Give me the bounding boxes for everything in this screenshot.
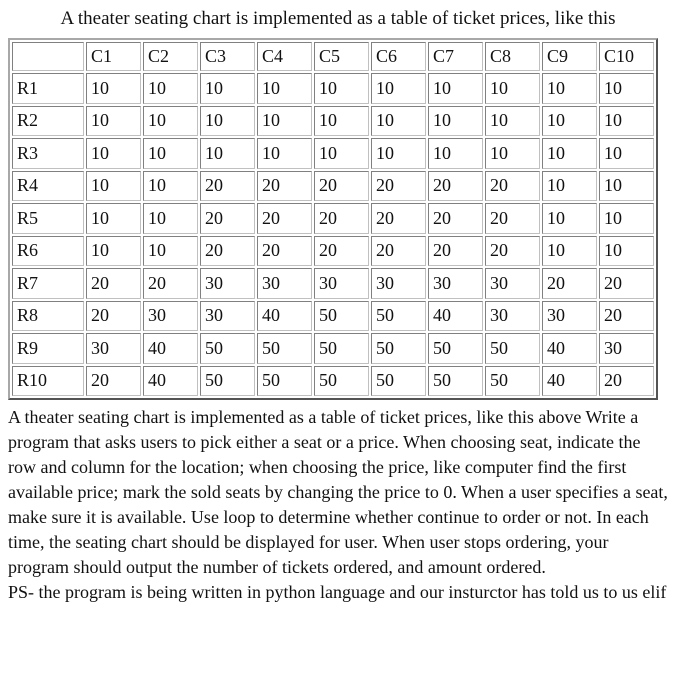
price-cell: 10 <box>371 106 426 137</box>
corner-cell <box>12 42 84 71</box>
row-label: R6 <box>12 236 84 267</box>
row-label: R2 <box>12 106 84 137</box>
price-cell: 20 <box>200 203 255 234</box>
row-label: R7 <box>12 268 84 299</box>
price-cell: 10 <box>599 236 654 267</box>
price-cell: 20 <box>542 268 597 299</box>
table-header-row <box>12 42 654 71</box>
price-cell: 20 <box>257 171 312 202</box>
row-label: R5 <box>12 203 84 234</box>
price-cell: 10 <box>371 138 426 169</box>
price-cell: 10 <box>371 73 426 104</box>
page-title: A theater seating chart is implemented as a table of ticket prices, like this <box>60 8 616 29</box>
price-cell: 10 <box>314 106 369 137</box>
price-cell: 20 <box>428 203 483 234</box>
price-cell: 10 <box>257 73 312 104</box>
price-cell: 50 <box>257 366 312 397</box>
price-cell: 50 <box>257 333 312 364</box>
price-cell: 10 <box>86 203 141 234</box>
price-cell: 20 <box>314 236 369 267</box>
table-row <box>12 171 654 202</box>
price-cell: 10 <box>257 106 312 137</box>
column-header: C8 <box>485 42 540 71</box>
price-cell: 10 <box>542 138 597 169</box>
price-cell: 10 <box>143 236 198 267</box>
price-cell: 10 <box>86 236 141 267</box>
price-cell: 10 <box>200 73 255 104</box>
price-cell: 10 <box>428 138 483 169</box>
price-cell: 10 <box>428 73 483 104</box>
price-cell: 10 <box>143 106 198 137</box>
price-cell: 10 <box>314 138 369 169</box>
price-cell: 30 <box>542 301 597 332</box>
price-cell: 10 <box>257 138 312 169</box>
price-cell: 40 <box>542 333 597 364</box>
price-cell: 10 <box>86 106 141 137</box>
price-cell: 10 <box>542 171 597 202</box>
description-paragraph: A theater seating chart is implemented as a table of ticket prices, like this above Write a program that asks users to pick either a seat or a price. When choosing seat, indicate the row and column for the location; when choosing the price, like computer find the first available price; mark the sold seats by changing the price to 0. When a user specifies a seat, make sure it is available. Use loop to determine whether continue to order or not. In each time, the seating chart should be displayed for user. When user stops ordering, your program should output the number of tickets ordered, and amount ordered. <box>8 407 668 577</box>
seating-chart-table <box>8 38 658 400</box>
table-row <box>12 301 654 332</box>
price-cell: 30 <box>200 301 255 332</box>
price-cell: 40 <box>143 366 198 397</box>
price-cell: 20 <box>200 236 255 267</box>
price-cell: 50 <box>314 301 369 332</box>
price-cell: 40 <box>143 333 198 364</box>
table-row <box>12 366 654 397</box>
price-cell: 20 <box>371 171 426 202</box>
price-cell: 20 <box>599 366 654 397</box>
price-cell: 50 <box>314 366 369 397</box>
price-cell: 10 <box>542 73 597 104</box>
row-label: R10 <box>12 366 84 397</box>
column-header: C9 <box>542 42 597 71</box>
price-cell: 10 <box>143 203 198 234</box>
column-header: C2 <box>143 42 198 71</box>
price-cell: 20 <box>485 171 540 202</box>
price-cell: 10 <box>143 138 198 169</box>
price-cell: 20 <box>485 236 540 267</box>
price-cell: 10 <box>86 138 141 169</box>
price-cell: 20 <box>371 203 426 234</box>
price-cell: 40 <box>257 301 312 332</box>
price-cell: 20 <box>485 203 540 234</box>
price-cell: 10 <box>599 171 654 202</box>
price-cell: 10 <box>200 138 255 169</box>
price-cell: 20 <box>257 236 312 267</box>
price-cell: 20 <box>86 366 141 397</box>
row-label: R1 <box>12 73 84 104</box>
price-cell: 10 <box>485 106 540 137</box>
price-cell: 20 <box>599 301 654 332</box>
note-paragraph: PS- the program is being written in python language and our insturctor has told us to us elif <box>8 582 667 602</box>
price-cell: 50 <box>371 301 426 332</box>
price-cell: 20 <box>86 268 141 299</box>
price-cell: 30 <box>599 333 654 364</box>
row-label: R3 <box>12 138 84 169</box>
price-cell: 30 <box>86 333 141 364</box>
column-header: C3 <box>200 42 255 71</box>
price-cell: 10 <box>542 203 597 234</box>
price-cell: 10 <box>200 106 255 137</box>
price-cell: 20 <box>143 268 198 299</box>
price-cell: 20 <box>86 301 141 332</box>
price-cell: 50 <box>428 333 483 364</box>
price-cell: 50 <box>200 333 255 364</box>
price-cell: 20 <box>314 171 369 202</box>
price-cell: 50 <box>314 333 369 364</box>
price-cell: 20 <box>428 236 483 267</box>
price-cell: 20 <box>200 171 255 202</box>
price-cell: 10 <box>599 203 654 234</box>
price-cell: 10 <box>485 138 540 169</box>
price-cell: 30 <box>371 268 426 299</box>
table-row <box>12 138 654 169</box>
column-header: C4 <box>257 42 312 71</box>
price-cell: 50 <box>485 366 540 397</box>
price-cell: 10 <box>86 73 141 104</box>
price-cell: 50 <box>371 366 426 397</box>
price-cell: 10 <box>542 106 597 137</box>
price-cell: 10 <box>485 73 540 104</box>
price-cell: 40 <box>428 301 483 332</box>
price-cell: 30 <box>200 268 255 299</box>
price-cell: 10 <box>314 73 369 104</box>
column-header: C10 <box>599 42 654 71</box>
price-cell: 10 <box>143 171 198 202</box>
table-row <box>12 236 654 267</box>
table-row <box>12 333 654 364</box>
price-cell: 10 <box>86 171 141 202</box>
column-header: C5 <box>314 42 369 71</box>
price-cell: 10 <box>428 106 483 137</box>
price-cell: 50 <box>485 333 540 364</box>
price-cell: 20 <box>599 268 654 299</box>
price-cell: 40 <box>542 366 597 397</box>
column-header: C7 <box>428 42 483 71</box>
row-label: R4 <box>12 171 84 202</box>
price-cell: 30 <box>485 301 540 332</box>
column-header: C6 <box>371 42 426 71</box>
price-cell: 20 <box>257 203 312 234</box>
price-cell: 30 <box>257 268 312 299</box>
price-cell: 50 <box>371 333 426 364</box>
table-row <box>12 106 654 137</box>
column-header: C1 <box>86 42 141 71</box>
price-cell: 10 <box>542 236 597 267</box>
price-cell: 50 <box>200 366 255 397</box>
price-cell: 10 <box>599 106 654 137</box>
price-cell: 20 <box>428 171 483 202</box>
price-cell: 20 <box>371 236 426 267</box>
price-cell: 30 <box>314 268 369 299</box>
price-cell: 30 <box>428 268 483 299</box>
table-row <box>12 73 654 104</box>
row-label: R8 <box>12 301 84 332</box>
question-text <box>8 405 668 605</box>
price-cell: 10 <box>599 73 654 104</box>
table-row <box>12 203 654 234</box>
table-row <box>12 268 654 299</box>
price-cell: 30 <box>143 301 198 332</box>
price-cell: 50 <box>428 366 483 397</box>
row-label: R9 <box>12 333 84 364</box>
price-cell: 20 <box>314 203 369 234</box>
price-cell: 30 <box>485 268 540 299</box>
price-cell: 10 <box>599 138 654 169</box>
price-cell: 10 <box>143 73 198 104</box>
